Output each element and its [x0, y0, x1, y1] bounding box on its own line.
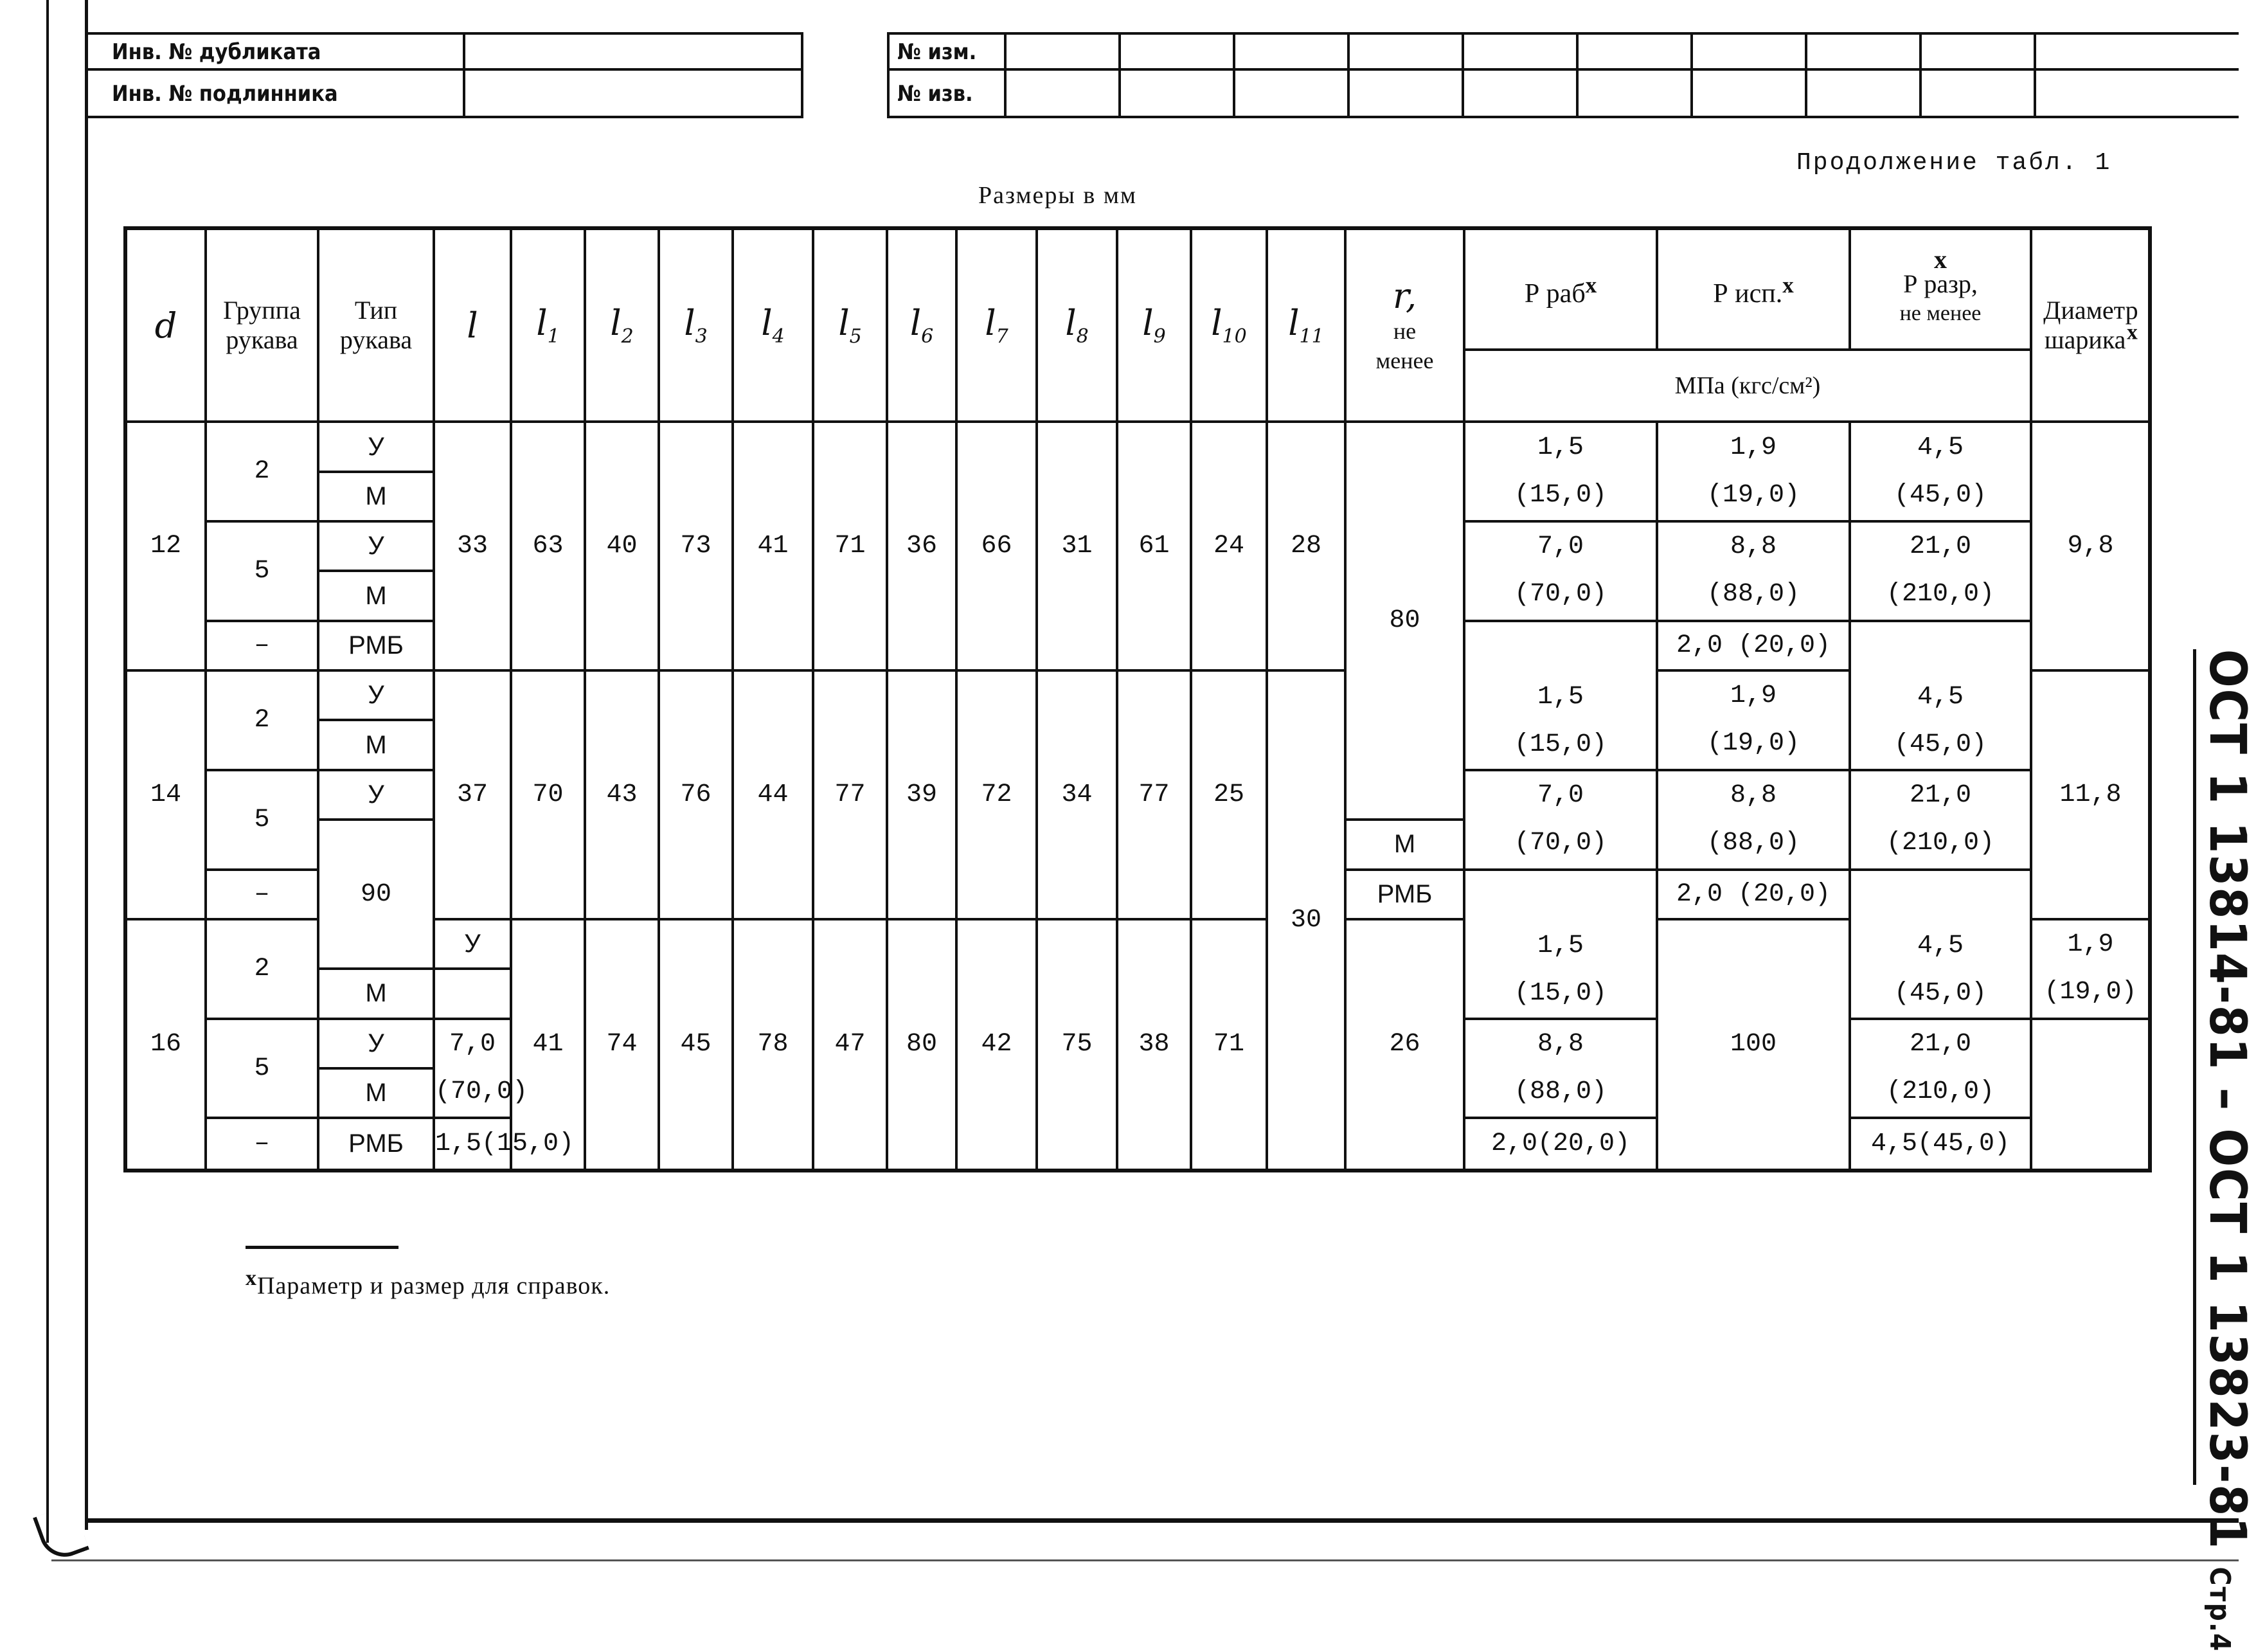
- group-value: 5: [206, 521, 318, 621]
- change-cell: [1807, 35, 1922, 68]
- dim-l5: 71: [813, 422, 887, 670]
- dim-l3: 78: [733, 919, 813, 1171]
- p-burst-g5: [1850, 1019, 2031, 1118]
- col-p-work-label: Р раб: [1525, 279, 1586, 309]
- change-cell: [1464, 35, 1579, 68]
- dim-l6: 36: [887, 422, 956, 670]
- p-test-rmb: 2,0 (20,0): [1657, 621, 1850, 670]
- col-l-header: [434, 228, 511, 422]
- inv-original-value: [465, 71, 801, 116]
- pressure-unit: МПа (кгс/см²): [1464, 350, 2031, 422]
- col-l8-header: $l_8$: [1037, 228, 1117, 422]
- col-p-burst-header: [1850, 228, 2031, 350]
- p-value-kgf: (45,0): [1851, 721, 2030, 769]
- stamp-change-row: [887, 32, 2239, 71]
- table-row: [125, 670, 2150, 720]
- p-burst-g2: [1850, 422, 2031, 521]
- type-value: М: [1345, 820, 1464, 869]
- change-cell: [1007, 35, 1121, 68]
- p-value: 4,5: [1851, 922, 2030, 970]
- dim-l9: 71: [1191, 919, 1267, 1171]
- change-cell: [1579, 35, 1693, 68]
- col-l5-header: $l_5$: [813, 228, 887, 422]
- dim-l8: 38: [1117, 919, 1191, 1171]
- col-l4-header: $l_4$: [733, 228, 813, 422]
- p-work-g2: [1464, 422, 1657, 521]
- p-value: 1,9: [1658, 424, 1849, 472]
- dim-l1: 70: [511, 670, 585, 919]
- col-group-header: Группа рукава: [206, 228, 318, 422]
- p-value-kgf: (210,0): [1851, 1068, 2030, 1116]
- col-p-work-header: [1464, 228, 1657, 350]
- page-corner-mark: [33, 1504, 89, 1564]
- left-frame-line-outer: [46, 0, 49, 1543]
- dim-l4: 44: [733, 670, 813, 919]
- col-p-test-header: [1657, 228, 1850, 350]
- group-value: 5: [206, 770, 318, 870]
- table-row: [125, 422, 2150, 471]
- r-value: 80: [1345, 422, 1464, 820]
- group-value: 5: [206, 1019, 318, 1118]
- p-test-g2: [1657, 422, 1850, 521]
- type-value: М: [318, 969, 434, 1018]
- d-value: 14: [125, 670, 206, 919]
- p-burst-g5: [1850, 770, 2031, 870]
- type-value: М: [318, 1068, 434, 1118]
- dim-l4: 41: [733, 422, 813, 670]
- p-burst-g5: [1850, 521, 2031, 621]
- p-value: 8,8: [1658, 523, 1849, 571]
- dim-l7: 75: [1037, 919, 1117, 1171]
- bottom-edge-line: [51, 1559, 2239, 1561]
- side-rule: [2193, 649, 2196, 1485]
- notice-cell: [1235, 71, 1350, 116]
- p-value: 7,0: [1465, 523, 1656, 571]
- col-l7-header: $l_7$: [956, 228, 1037, 422]
- p-burst-rmb: 4,5(45,0): [1850, 1118, 2031, 1171]
- dim-l1: 63: [511, 422, 585, 670]
- col-l7-sub: 7: [996, 325, 1008, 348]
- change-cell: [1121, 35, 1235, 68]
- col-l6-sub: 6: [921, 325, 933, 348]
- p-value: 7,0: [1465, 772, 1656, 820]
- p-value: 4,5: [1851, 674, 2030, 721]
- inv-original-label: Инв. № подлинника: [87, 71, 465, 116]
- p-value-kgf: (88,0): [1658, 571, 1849, 618]
- notice-cell: [2036, 71, 2151, 116]
- standard-designation: [2194, 649, 2253, 1652]
- notice-cell: [1922, 71, 2036, 116]
- col-l-symbol: l: [467, 305, 478, 346]
- footnote-separator: [246, 1246, 398, 1249]
- p-value-kgf: (15,0): [1465, 970, 1656, 1018]
- p-work-g5: [1464, 521, 1657, 621]
- type-value: РМБ: [1345, 870, 1464, 919]
- p-value: 8,8: [1658, 772, 1849, 820]
- p-test-g5: [1657, 770, 1850, 870]
- p-test-rmb: 2,0 (20,0): [1657, 870, 1850, 919]
- notice-cell: [1693, 71, 1807, 116]
- dim-l: 37: [434, 670, 511, 919]
- dim-l5: 77: [813, 670, 887, 919]
- ball-value: 9,8: [2031, 422, 2150, 670]
- p-test-g5: [1464, 1019, 1657, 1118]
- col-l11-sub: 11: [1300, 325, 1324, 348]
- dim-l1: 74: [585, 919, 659, 1171]
- dim-l9: 61: [1117, 422, 1191, 670]
- p-value-kgf: (45,0): [1851, 970, 2030, 1018]
- change-cell: [2036, 35, 2151, 68]
- footnote-text: Параметр и размер для справок.: [257, 1273, 610, 1300]
- dim-l2: 43: [585, 670, 659, 919]
- col-l5-sub: 5: [850, 325, 862, 348]
- type-value: М: [318, 720, 434, 769]
- notice-cell: [1121, 71, 1235, 116]
- dim-l5: 80: [887, 919, 956, 1171]
- p-test-g2: [1657, 670, 1850, 770]
- p-value-kgf: (88,0): [1658, 820, 1849, 867]
- dim-l6: 42: [956, 919, 1037, 1171]
- col-l2-sub: 2: [622, 325, 634, 348]
- stamp-duplicate-row: [85, 32, 803, 71]
- col-l1-sub: 1: [548, 325, 560, 348]
- p-value-kgf: (70,0): [435, 1068, 510, 1116]
- type-value: РМБ: [318, 1118, 434, 1171]
- col-l11-header: $l_{11}$: [1267, 228, 1345, 422]
- p-value: 4,5: [1851, 424, 2030, 472]
- col-l1-header: $l_1$: [511, 228, 585, 422]
- ref-mark: x: [246, 1266, 257, 1290]
- col-l3-sub: 3: [695, 325, 708, 348]
- p-value: 1,5: [1465, 424, 1656, 472]
- col-l10-header: $l_{10}$: [1191, 228, 1267, 422]
- group-value: –: [206, 1118, 318, 1171]
- p-work-g5: [434, 1019, 511, 1118]
- type-value: У: [318, 422, 434, 471]
- dim-l: 33: [434, 422, 511, 670]
- footnote: [246, 1266, 610, 1300]
- p-work-g5: [1464, 770, 1657, 870]
- type-value: У: [434, 919, 511, 969]
- stamp-notice-row: [887, 68, 2239, 118]
- p-burst-g2: [1850, 870, 2031, 1019]
- p-value: 1,5: [1465, 922, 1656, 970]
- col-r-text: не менее: [1373, 316, 1437, 375]
- type-value: У: [318, 770, 434, 820]
- p-value: 1,5: [1465, 674, 1656, 721]
- ref-mark: x: [2127, 321, 2138, 345]
- dim-l10: 25: [1191, 670, 1267, 919]
- p-value-kgf: (15,0): [1465, 472, 1656, 519]
- ref-mark: x: [1851, 250, 2030, 269]
- left-frame-line-inner: [85, 0, 88, 1530]
- p-work-g2: [1464, 621, 1657, 770]
- col-l2-header: $l_2$: [585, 228, 659, 422]
- col-d-header: [125, 228, 206, 422]
- col-r-header: [1345, 228, 1464, 422]
- header-row: [125, 228, 2150, 350]
- d-value: 12: [125, 422, 206, 670]
- dim-l7: 66: [956, 422, 1037, 670]
- notice-cell: [1350, 71, 1464, 116]
- ref-mark: x: [1782, 273, 1794, 298]
- notice-cell: [1579, 71, 1693, 116]
- group-value: 2: [206, 919, 318, 1019]
- p-value: 8,8: [1465, 1021, 1656, 1068]
- dim-l2: 40: [585, 422, 659, 670]
- p-value: 21,0: [1851, 1021, 2030, 1068]
- type-value: У: [318, 670, 434, 720]
- notice-cell: [1007, 71, 1121, 116]
- col-l10-sub: 10: [1222, 325, 1247, 348]
- type-value: РМБ: [318, 621, 434, 670]
- col-p-test-label: Р исп.: [1713, 279, 1782, 309]
- inv-duplicate-value: [465, 35, 801, 68]
- col-l4-sub: 4: [773, 325, 785, 348]
- dim-l9: 77: [1117, 670, 1191, 919]
- p-burst-g2: [1850, 621, 2031, 770]
- type-value: М: [318, 571, 434, 620]
- type-value: У: [318, 521, 434, 571]
- p-value-kgf: (19,0): [1658, 472, 1849, 519]
- dim-l10: 26: [1345, 919, 1464, 1171]
- p-value-kgf: (70,0): [1465, 571, 1656, 618]
- col-l9-sub: 9: [1154, 325, 1166, 348]
- p-value-kgf: (19,0): [1658, 720, 1849, 768]
- col-d-symbol: d: [155, 305, 177, 346]
- dim-l10: 24: [1191, 422, 1267, 670]
- change-cell: [1350, 35, 1464, 68]
- p-value: 7,0: [435, 1021, 510, 1068]
- dim-l7: 72: [956, 670, 1037, 919]
- dim-l11-shared: 30: [1267, 670, 1345, 1171]
- p-value-kgf: (19,0): [2032, 969, 2149, 1016]
- col-p-burst-sub: не менее: [1851, 299, 2030, 328]
- col-r-symbol: r,: [1347, 276, 1463, 316]
- page-number: Стр.4: [2203, 1567, 2236, 1652]
- col-l6-header: $l_6$: [887, 228, 956, 422]
- dim-l2: 45: [659, 919, 733, 1171]
- p-value-kgf: (70,0): [1465, 820, 1656, 867]
- p-value: 21,0: [1851, 772, 2030, 820]
- dim-l8: 34: [1037, 670, 1117, 919]
- p-value-kgf: (15,0): [1465, 721, 1656, 769]
- p-work-g2: [1464, 870, 1657, 1019]
- ball-value: 11,8: [2031, 670, 2150, 919]
- inv-duplicate-label: Инв. № дубликата: [87, 35, 465, 68]
- ref-mark: x: [1586, 273, 1597, 298]
- change-cell: [1922, 35, 2036, 68]
- col-l9-header: $l_9$: [1117, 228, 1191, 422]
- table-continuation-caption: Продолжение табл. 1: [1796, 149, 2111, 177]
- col-type-header: Тип рукава: [318, 228, 434, 422]
- p-test-rmb: 2,0(20,0): [1464, 1118, 1657, 1171]
- bottom-frame-line: [85, 1518, 2239, 1523]
- p-value-kgf: (210,0): [1851, 571, 2030, 618]
- standard-number: ОСТ 1 13814-81 – ОСТ 1 13823-81: [2198, 649, 2256, 1550]
- group-value: –: [206, 870, 318, 919]
- change-cell: [1235, 35, 1350, 68]
- dim-l8: 31: [1037, 422, 1117, 670]
- stamp-original-row: [85, 68, 803, 118]
- notice-cell: [1807, 71, 1922, 116]
- p-value-kgf: (88,0): [1465, 1068, 1656, 1116]
- dim-l4: 47: [813, 919, 887, 1171]
- p-test-g2: [2031, 919, 2150, 1019]
- change-no-label: № изм.: [890, 35, 1007, 68]
- p-value: 1,9: [2032, 921, 2149, 969]
- col-l3-header: $l_3$: [659, 228, 733, 422]
- change-cell: [1693, 35, 1807, 68]
- dimensions-table: [123, 226, 2152, 1172]
- p-value-kgf: (45,0): [1851, 472, 2030, 519]
- type-value: У: [318, 1019, 434, 1068]
- dim-l3: 73: [659, 422, 733, 670]
- notice-no-label: № изв.: [890, 71, 1007, 116]
- dim-l3: 76: [659, 670, 733, 919]
- col-ball-label: Диаметр шарика: [2043, 296, 2127, 355]
- p-work-rmb: 1,5(15,0): [434, 1118, 511, 1171]
- sizes-note: Размеры в мм: [978, 181, 1137, 210]
- p-value: 21,0: [1851, 523, 2030, 571]
- p-test-g5: [1657, 521, 1850, 621]
- side-designation: [2201, 649, 2253, 1485]
- dim-l: 41: [511, 919, 585, 1171]
- col-p-burst-label: Р разр,: [1851, 269, 2030, 299]
- notice-cell: [1464, 71, 1579, 116]
- d-value: 16: [125, 919, 206, 1171]
- r-value: 100: [1657, 919, 1850, 1171]
- group-value: 2: [206, 422, 318, 521]
- group-value: 2: [206, 670, 318, 770]
- col-ball-header: [2031, 228, 2150, 422]
- p-value: 1,9: [1658, 672, 1849, 720]
- r-value: 90: [318, 820, 434, 969]
- group-value: –: [206, 621, 318, 670]
- type-value: М: [318, 472, 434, 521]
- dim-l11: 28: [1267, 422, 1345, 670]
- p-value-kgf: (210,0): [1851, 820, 2030, 867]
- col-l8-sub: 8: [1077, 325, 1089, 348]
- dim-l6: 39: [887, 670, 956, 919]
